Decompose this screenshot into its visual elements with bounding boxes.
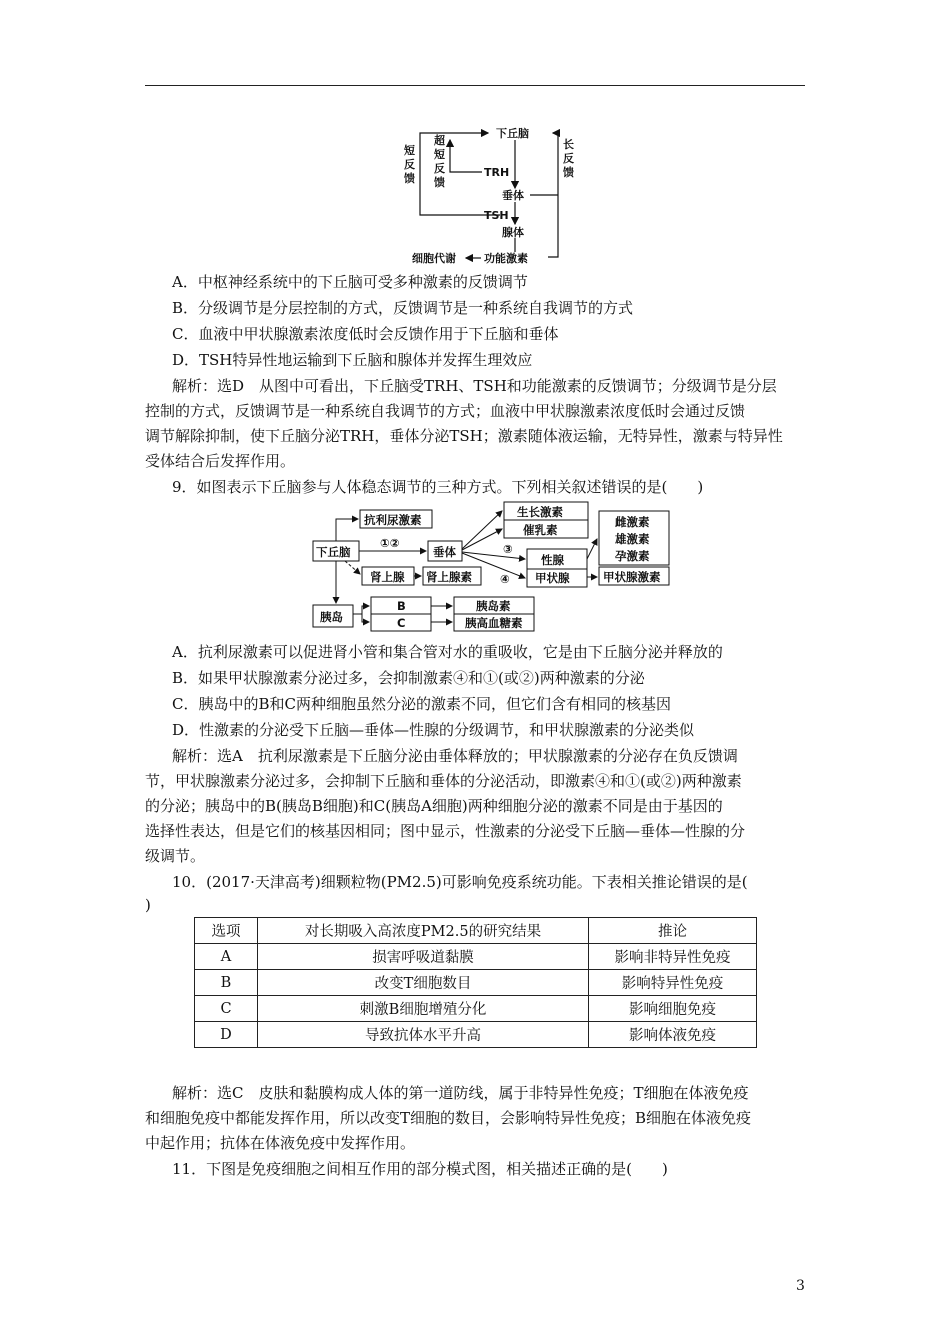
d1-long-1: 长 — [563, 138, 574, 151]
table-cell: 影响细胞免疫 — [589, 996, 757, 1022]
q9-analysis-5: 级调节。 — [145, 847, 206, 865]
d2-gonad: 性腺 — [541, 553, 564, 567]
d2-glucagon: 胰高血糖素 — [465, 616, 523, 630]
q9-analysis-3: 的分泌；胰岛中的B(胰岛B细胞)和C(胰岛A细胞)两种细胞分泌的激素不同是由于基因的 — [145, 797, 723, 815]
d2-adh: 抗利尿激素 — [364, 513, 422, 527]
q10-stem-1: 10．(2017·天津高考)细颗粒物(PM2.5)可影响免疫系统功能。下表相关推论错误的是( — [172, 873, 748, 891]
q8-option-d: D．TSH特异性地运输到下丘脑和腺体并发挥生理效应 — [172, 351, 533, 369]
q10-stem-2: ) — [145, 896, 151, 914]
d2-pituitary: 垂体 — [433, 545, 456, 559]
d2-progestin: 孕激素 — [615, 549, 650, 563]
d2-estrogen: 雌激素 — [615, 515, 650, 529]
d2-circled-3: ③ — [503, 542, 513, 556]
table-cell: D — [195, 1022, 258, 1048]
d1-tsh: TSH — [484, 209, 509, 222]
table-row — [195, 944, 757, 970]
q8-analysis-2: 控制的方式，反馈调节是一种系统自我调节的方式；血液中甲状腺激素浓度低时会通过反馈 — [145, 402, 746, 420]
q10-table — [194, 917, 757, 1048]
d2-thyroid: 甲状腺 — [535, 571, 570, 585]
q8-analysis-1: 解析：选D 从图中可看出，下丘脑受TRH、TSH和功能激素的反馈调节；分级调节是分层 — [172, 377, 777, 395]
d2-growth-hormone: 生长激素 — [517, 505, 563, 519]
table-cell: A — [195, 944, 258, 970]
hypothalamus-regulation-diagram — [0, 500, 950, 640]
table-row — [195, 1022, 757, 1048]
table-cell: 影响体液免疫 — [589, 1022, 757, 1048]
table-header: 选项 — [195, 918, 258, 944]
table-cell: 影响非特异性免疫 — [589, 944, 757, 970]
table-cell: B — [195, 970, 258, 996]
d1-ultra-4: 馈 — [434, 176, 445, 189]
d1-ultra-2: 短 — [434, 148, 445, 161]
d1-short-3: 馈 — [404, 172, 415, 185]
q10-analysis-2: 和细胞免疫中都能发挥作用，所以改变T细胞的数目，会影响特异性免疫；B细胞在体液免疫 — [145, 1109, 752, 1127]
d2-prolactin: 催乳素 — [523, 523, 558, 537]
d2-adrenal: 肾上腺 — [370, 570, 405, 584]
q8-option-b: B．分级调节是分层控制的方式，反馈调节是一种系统自我调节的方式 — [172, 299, 634, 317]
q9-analysis-1: 解析：选A 抗利尿激素是下丘脑分泌由垂体释放的；甲状腺激素的分泌存在负反馈调 — [172, 747, 738, 765]
table-row — [195, 996, 757, 1022]
table-cell: 损害呼吸道黏膜 — [258, 944, 589, 970]
d1-trh: TRH — [484, 166, 510, 179]
d1-pituitary: 垂体 — [502, 189, 524, 202]
table-cell: 刺激B细胞增殖分化 — [258, 996, 589, 1022]
q9-analysis-2: 节，甲状腺激素分泌过多，会抑制下丘脑和垂体的分泌活动，即激素④和①(或②)两种激素 — [145, 772, 742, 790]
table-row — [195, 970, 757, 996]
table-header: 对长期吸入高浓度PM2.5的研究结果 — [258, 918, 589, 944]
d1-hypothalamus: 下丘脑 — [496, 127, 529, 140]
table-header: 推论 — [589, 918, 757, 944]
table-header-row — [195, 918, 757, 944]
d1-functional-hormone: 功能激素 — [484, 252, 528, 265]
table-cell: C — [195, 996, 258, 1022]
table-cell: 导致抗体水平升高 — [258, 1022, 589, 1048]
d1-long-2: 反 — [563, 152, 574, 165]
d1-cell-metabolism: 细胞代谢 — [412, 252, 456, 265]
table-cell: 改变T细胞数目 — [258, 970, 589, 996]
q10-analysis-1: 解析：选C 皮肤和黏膜构成人体的第一道防线，属于非特异性免疫；T细胞在体液免疫 — [172, 1084, 749, 1102]
q9-option-c: C．胰岛中的B和C两种细胞虽然分泌的激素不同，但它们含有相同的核基因 — [172, 695, 671, 713]
q9-option-a: A．抗利尿激素可以促进肾小管和集合管对水的重吸收，它是由下丘脑分泌并释放的 — [172, 643, 723, 661]
d2-insulin: 胰岛素 — [476, 599, 511, 613]
q9-stem: 9．如图表示下丘脑参与人体稳态调节的三种方式。下列相关叙述错误的是( ) — [172, 478, 704, 496]
q11-stem: 11．下图是免疫细胞之间相互作用的部分模式图，相关描述正确的是( ) — [172, 1160, 668, 1178]
q8-analysis-4: 受体结合后发挥作用。 — [145, 452, 296, 470]
d2-circled-12: ①② — [380, 536, 400, 550]
d2-androgen: 雄激素 — [615, 532, 650, 546]
d2-circled-4: ④ — [500, 572, 510, 586]
q9-analysis-4: 选择性表达，但是它们的核基因相同；图中显示，性激素的分泌受下丘脑—垂体—性腺的分 — [145, 822, 746, 840]
d1-short-1: 短 — [404, 144, 415, 157]
d1-long-3: 馈 — [563, 166, 574, 179]
q9-option-d: D．性激素的分泌受下丘脑—垂体—性腺的分级调节，和甲状腺激素的分泌类似 — [172, 721, 695, 739]
d1-short-2: 反 — [404, 158, 415, 171]
feedback-diagram — [0, 0, 950, 275]
d2-thyroid-hormone: 甲状腺激素 — [603, 570, 661, 584]
d1-ultra-1: 超 — [434, 134, 445, 147]
d2-cell-b: B — [397, 599, 406, 613]
d1-gland: 腺体 — [502, 226, 524, 239]
d2-hypothalamus: 下丘脑 — [316, 545, 351, 559]
table-cell: 影响特异性免疫 — [589, 970, 757, 996]
d2-pancreatic-islet: 胰岛 — [320, 610, 343, 624]
q8-analysis-3: 调节解除抑制，使下丘脑分泌TRH，垂体分泌TSH；激素随体液运输，无特异性，激素与特异性 — [145, 427, 783, 445]
d2-adrenaline: 肾上腺素 — [426, 570, 472, 584]
q8-option-c: C．血液中甲状腺激素浓度低时会反馈作用于下丘脑和垂体 — [172, 325, 559, 343]
q8-option-a: A．中枢神经系统中的下丘脑可受多种激素的反馈调节 — [172, 273, 528, 291]
d2-cell-c: C — [397, 616, 406, 630]
q9-option-b: B．如果甲状腺激素分泌过多，会抑制激素④和①(或②)两种激素的分泌 — [172, 669, 645, 687]
q10-analysis-3: 中起作用；抗体在体液免疫中发挥作用。 — [145, 1134, 416, 1152]
d1-ultra-3: 反 — [434, 162, 445, 175]
page-number: 3 — [796, 1278, 805, 1294]
